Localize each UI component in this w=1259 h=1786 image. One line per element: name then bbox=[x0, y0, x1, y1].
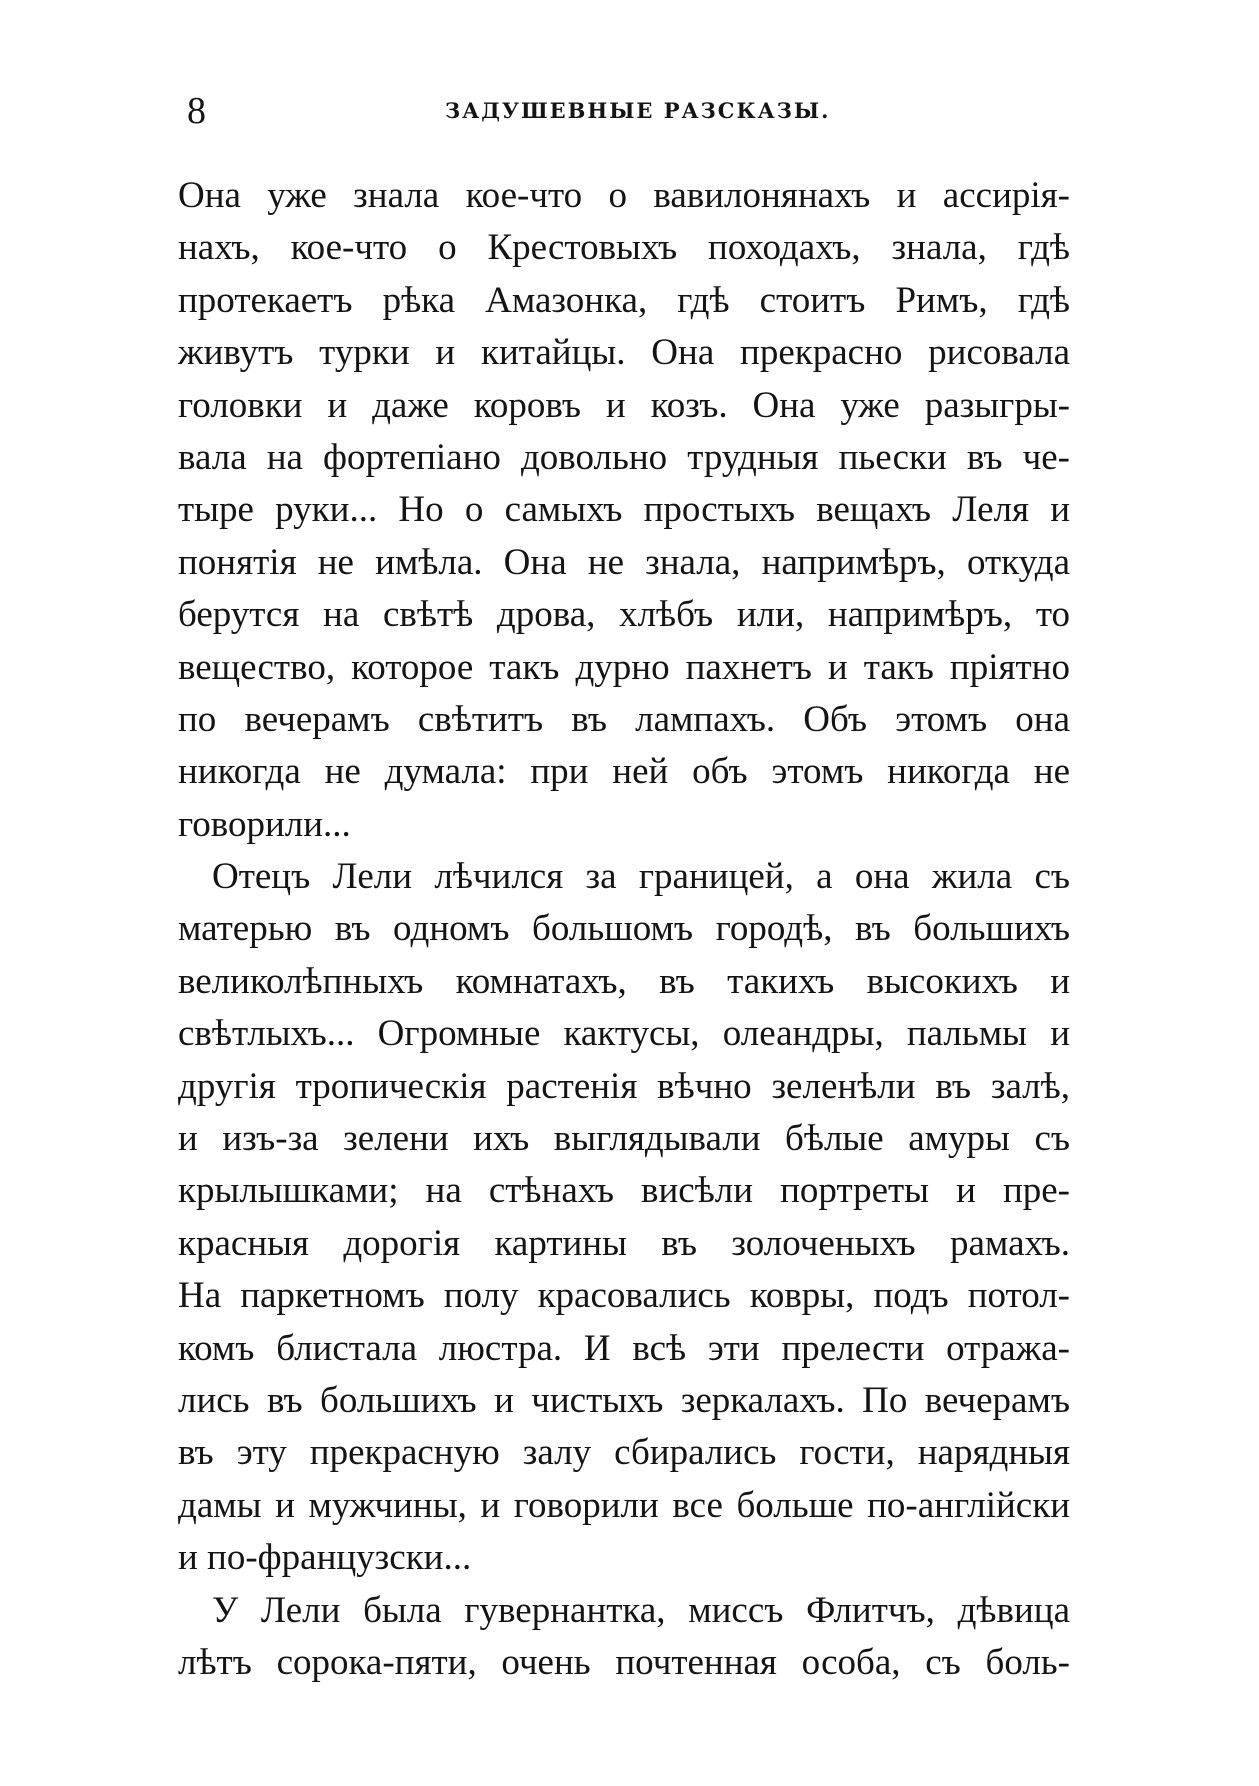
text-line: живутъ турки и китайцы. Она прекрасно рисовала bbox=[178, 332, 1070, 374]
text-line: Она уже знала кое-что о вавилонянахъ и ассирія- bbox=[178, 175, 1070, 216]
text-line: и по-французски... bbox=[178, 1537, 472, 1579]
text-line: головки и даже коровъ и козъ. Она уже разыгры- bbox=[178, 384, 1070, 426]
text-line: комъ блистала люстра. И всѣ эти прелести отража- bbox=[178, 1327, 1070, 1369]
page-header bbox=[175, 86, 1070, 136]
text-line: берутся на свѣтѣ дрова, хлѣбъ или, напримѣръ, то bbox=[178, 594, 1070, 636]
text-line: по вечерамъ свѣтитъ въ лампахъ. Объ этомъ она bbox=[178, 698, 1070, 740]
text-line: дамы и мужчины, и говорили все больше по-англійски bbox=[178, 1484, 1070, 1526]
text-line: въ эту прекрасную залу сбирались гости, нарядныя bbox=[178, 1432, 1070, 1474]
text-line: протекаетъ рѣка Амазонка, гдѣ стоитъ Римъ, гдѣ bbox=[178, 279, 1070, 321]
paragraph-2 bbox=[178, 851, 1070, 1584]
text-line: лись въ большихъ и чистыхъ зеркалахъ. По вечерамъ bbox=[178, 1379, 1070, 1421]
text-line: никогда не думала: при ней объ этомъ никогда не bbox=[178, 751, 1070, 793]
text-line: другія тропическія растенія вѣчно зеленѣли въ залѣ, bbox=[178, 1065, 1070, 1107]
paragraph-3 bbox=[178, 1585, 1070, 1690]
text-line: вала на фортепіано довольно трудныя пьески въ че- bbox=[178, 436, 1070, 478]
text-line: вещество, которое такъ дурно пахнетъ и такъ пріятно bbox=[178, 646, 1070, 688]
text-line: понятія не имѣла. Она не знала, напримѣръ, откуда bbox=[178, 541, 1070, 583]
text-line: У Лели была гувернантка, миссъ Флитчъ, дѣвица bbox=[212, 1589, 1070, 1631]
text-line: великолѣпныхъ комнатахъ, въ такихъ высокихъ и bbox=[178, 960, 1070, 1002]
running-title: ЗАДУШЕВНЫЕ РАЗСКАЗЫ. bbox=[445, 98, 831, 123]
text-line: нахъ, кое-что о Крестовыхъ походахъ, знала, гдѣ bbox=[178, 227, 1070, 269]
text-line: тыре руки... Но о самыхъ простыхъ вещахъ Леля и bbox=[178, 489, 1070, 531]
text-line: Отецъ Лели лѣчился за границей, а она жила съ bbox=[212, 856, 1070, 898]
page-number: 8 bbox=[187, 90, 206, 132]
text-line: матерью въ одномъ большомъ городѣ, въ большихъ bbox=[178, 908, 1070, 950]
text-line: говорили... bbox=[178, 803, 351, 845]
text-line: лѣтъ сорока-пяти, очень почтенная особа, съ боль- bbox=[178, 1641, 1070, 1683]
text-line: крылышками; на стѣнахъ висѣли портреты и пре- bbox=[178, 1170, 1070, 1212]
paragraph-1 bbox=[178, 170, 1070, 851]
body-text bbox=[178, 170, 1070, 1689]
text-line: На паркетномъ полу красовались ковры, подъ потол- bbox=[178, 1275, 1070, 1317]
text-line: и изъ-за зелени ихъ выглядывали бѣлые амуры съ bbox=[178, 1118, 1070, 1160]
text-line: свѣтлыхъ... Огромные кактусы, олеандры, пальмы и bbox=[178, 1013, 1070, 1055]
text-line: красныя дорогія картины въ золоченыхъ рамахъ. bbox=[178, 1222, 1070, 1264]
